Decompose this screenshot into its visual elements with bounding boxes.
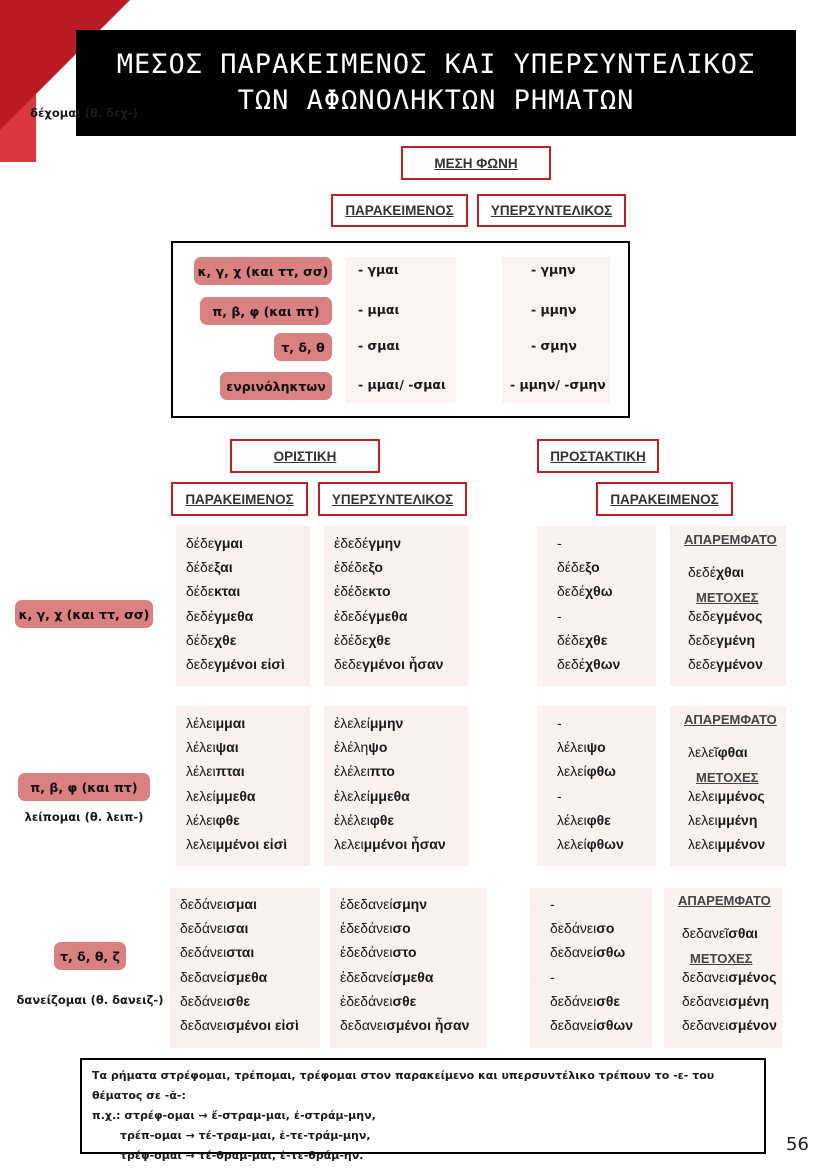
participle-form [688,836,765,852]
pluperfect-form [340,920,411,936]
participle-form [682,993,769,1009]
page-number: 56 [786,1134,809,1155]
perfect-form [180,944,254,960]
verb-stem-label: κ, γ, χ (και ττ, σσ) [15,600,153,628]
form-stem: ἐδεδανεί [340,969,393,985]
ending-perfect: - γμαι [358,262,399,277]
imperative-form [550,1017,633,1033]
form-ending: σμένοι εἰσὶ [226,1017,299,1033]
form-ending: χθω [585,583,613,599]
form-stem: - [550,896,555,912]
form-ending: σθαι [728,925,758,941]
participle-form [688,632,755,648]
form-ending: σο [392,920,411,936]
ending-perfect: - μμαι [358,302,400,317]
form-ending: κται [214,583,241,599]
participle-form [682,969,776,985]
verb-name: λείπομαι (θ. λειπ-) [24,810,144,824]
ending-perfect: - μμαι/ -σμαι [358,377,446,392]
pluperfect-form [340,993,416,1009]
perfect-form [180,920,248,936]
form-ending: ξο [585,559,600,575]
form-stem: ἐλέλει [334,812,370,828]
ending-stem-label: τ, δ, θ [274,333,332,361]
participle-form [682,1017,777,1033]
form-stem: δεδε [334,656,363,672]
form-stem: λελεί [186,788,216,804]
form-stem: - [550,969,555,985]
form-stem: δέδε [186,535,215,551]
form-ending: πται [215,763,245,779]
form-stem: ἐδέδε [334,559,369,575]
perfect-form [186,656,285,672]
form-ending: σμεθα [392,969,434,985]
infinitive-form [688,744,748,760]
perfect-form [186,788,256,804]
form-stem: λελει [334,836,364,852]
pluperfect-form [334,632,391,648]
header-ind-perfect: ΠΑΡΑΚΕΙΜΕΝΟΣ [171,482,308,516]
form-ending: σθε [226,993,251,1009]
imperative-form [557,836,624,852]
imperative-form [557,656,620,672]
header-perfect: ΠΑΡΑΚΕΙΜΕΝΟΣ [331,194,468,227]
form-stem: δέδε [186,559,215,575]
perfect-form [180,969,267,985]
form-ending: σθε [596,993,621,1009]
form-stem: ἐδεδανεί [340,896,393,912]
imperative-form [557,632,607,648]
form-ending: φθων [586,836,624,852]
imperative-form [557,583,613,599]
form-stem: δεδέ [186,608,215,624]
infinitive-heading: ΑΠΑΡΕΜΦΑΤΟ [678,893,771,908]
form-ending: χθων [585,656,621,672]
infinitive-heading: ΑΠΑΡΕΜΦΑΤΟ [684,712,777,727]
pluperfect-form [340,944,417,960]
form-ending: σμένος [728,969,777,985]
form-stem: δεδέ [557,656,586,672]
form-stem: λελει [688,788,718,804]
page-title [76,30,796,136]
form-ending: ψο [368,739,388,755]
perfect-form [186,583,240,599]
header-imperative: ΠΡΟΣΤΑΚΤΙΚΗ [537,439,659,473]
pluperfect-form [334,535,401,551]
form-stem: δεδε [688,632,717,648]
form-ending: γμένοι ἦσαν [362,656,444,672]
form-stem: λελεί [557,763,587,779]
form-ending: φθω [586,763,617,779]
imperative-form [550,896,555,912]
perfect-form [186,836,287,852]
form-ending: μμένοι ἦσαν [363,836,446,852]
form-ending: σμην [392,896,427,912]
imperative-form [557,535,562,551]
form-ending: ψαι [215,739,239,755]
form-stem: ἐδέδε [334,632,369,648]
form-ending: μμένη [717,812,758,828]
form-ending: χθαι [716,564,745,580]
form-stem: ἐδέδε [334,583,369,599]
ending-stem-label: π, β, φ (και πτ) [200,297,332,325]
imperative-form [557,788,562,804]
pluperfect-form [334,739,387,755]
form-stem: δεδανει [180,1017,227,1033]
verb-name: δανείζομαι (θ. δανειζ-) [16,993,164,1007]
participle-form [688,788,765,804]
note-box [80,1058,766,1162]
pluperfect-form [334,583,391,599]
perfect-form [186,632,236,648]
form-ending: γμην [368,535,402,551]
form-stem: λέλει [186,812,216,828]
ending-pluperfect: - σμην [531,338,577,353]
form-ending: σμένον [728,1017,777,1033]
form-stem: λέλει [186,715,216,731]
form-ending: σται [226,944,255,960]
imperative-form [557,608,562,624]
title-line-1: ΜΕΣΟΣ ΠΑΡΑΚΕΙΜΕΝΟΣ ΚΑΙ ΥΠΕΡΣΥΝΤΕΛΙΚΟΣ [116,49,756,80]
imperative-form [557,763,616,779]
form-ending: γμένη [716,632,756,648]
imperative-form [557,739,606,755]
perfect-form [180,1017,299,1033]
form-stem: δέδε [557,559,586,575]
form-ending: γμένοι εἰσὶ [214,656,285,672]
verb-stem-label: τ, δ, θ, ζ [54,942,126,970]
form-ending: ξο [368,559,383,575]
note-line-3: τρέπ-ομαι → τέ-τραμ-μαι, ἐ-τε-τράμ-μην, [120,1129,371,1142]
form-ending: σο [596,920,615,936]
form-ending: μμαι [215,715,246,731]
form-stem: λελει [186,836,216,852]
form-ending: σμαι [226,896,257,912]
form-stem: δεδε [186,656,215,672]
infinitive-form [682,925,758,941]
ending-pluperfect: - γμην [531,262,576,277]
form-ending: γμεθα [214,608,254,624]
form-stem: δεδάνει [180,944,227,960]
form-stem: δέδε [186,583,215,599]
form-stem: δεδάνει [550,993,597,1009]
form-stem: δεδανεί [550,944,597,960]
form-ending: μμην [369,715,404,731]
perfect-form [180,993,250,1009]
voice-header: ΜΕΣΗ ΦΩΝΗ [401,146,551,180]
form-stem: λέλει [186,763,216,779]
participle-form [688,608,762,624]
form-ending: φθε [369,812,395,828]
perfect-form [186,535,243,551]
form-stem: - [557,788,562,804]
form-stem: - [557,608,562,624]
form-stem: ἐδεδάνει [340,920,393,936]
participles-heading: ΜΕΤΟΧΕΣ [696,770,759,785]
form-ending: γμένος [716,608,763,624]
form-ending: χθε [214,632,237,648]
form-ending: μμεθα [215,788,256,804]
form-stem: ἐδεδάνει [340,944,393,960]
form-ending: στο [392,944,417,960]
form-ending: σθων [596,1017,634,1033]
form-ending: σαι [226,920,249,936]
pluperfect-form [334,763,395,779]
pluperfect-form [334,608,407,624]
pluperfect-form [334,812,394,828]
form-ending: σμένη [728,993,770,1009]
participle-form [688,656,763,672]
form-stem: ἐλέλει [334,763,370,779]
header-pluperfect: ΥΠΕΡΣΥΝΤΕΛΙΚΟΣ [477,194,626,227]
form-stem: δεδανει [682,993,729,1009]
pluperfect-form [334,559,383,575]
form-stem: - [557,535,562,551]
form-stem: δεδάνει [180,993,227,1009]
note-line-4: τρέφ-ομαι → τέ-θραμ-μαι, ἐ-τε-θράμ-ην. [120,1149,364,1162]
note-line-2: π.χ.: στρέφ-ομαι → ἔ-στραμ-μαι, ἐ-στράμ-μην, [92,1109,376,1122]
form-ending: σθω [596,944,626,960]
pluperfect-form [340,896,427,912]
form-stem: δεδάνει [550,920,597,936]
form-stem: δεδανει [682,1017,729,1033]
title-line-2: ΤΩΝ ΑΦΩΝΟΛΗΚΤΩΝ ΡΗΜΑΤΩΝ [237,85,635,116]
perfect-form [186,715,245,731]
form-ending: γμένον [716,656,763,672]
pluperfect-form [340,1017,469,1033]
form-ending: σμένοι ἦσαν [386,1017,470,1033]
form-ending: πτο [369,763,395,779]
perfect-form [186,559,233,575]
perfect-form [186,608,253,624]
form-ending: γμαι [214,535,243,551]
header-imp-perfect: ΠΑΡΑΚΕΙΜΕΝΟΣ [596,482,733,516]
form-stem: δεδανεῖ [682,925,729,941]
verb-stem-label: π, β, φ (και πτ) [18,773,150,801]
form-stem: λελεί [557,836,587,852]
form-stem: δέδε [186,632,215,648]
note-line-1: Τα ρήματα στρέφομαι, τρέπομαι, τρέφομαι στον παρακείμενο και υπερσυντέλικο τρέπουν το -ε- του θέματος σε -ᾰ-: [92,1069,715,1102]
form-ending: σθε [392,993,417,1009]
form-stem: δεδάνει [180,896,227,912]
form-stem: ἐλελεί [334,788,370,804]
form-ending: σμεθα [226,969,268,985]
participles-heading: ΜΕΤΟΧΕΣ [696,590,759,605]
form-stem: ἐλέλη [334,739,369,755]
header-ind-pluperfect: ΥΠΕΡΣΥΝΤΕΛΙΚΟΣ [318,482,467,516]
form-ending: χθε [368,632,391,648]
form-ending: κτο [368,583,391,599]
header-indicative: ΟΡΙΣΤΙΚΗ [230,439,380,473]
form-ending: φθε [586,812,611,828]
imperative-form [557,715,562,731]
form-stem: ἐδεδέ [334,535,369,551]
form-stem: δεδανει [682,969,729,985]
imperative-form [550,920,614,936]
pluperfect-form [334,656,443,672]
form-stem: δεδανεί [180,969,227,985]
pluperfect-form [334,715,403,731]
form-ending: φθαι [717,744,748,760]
form-stem: δεδέ [557,583,586,599]
perfect-form [186,812,240,828]
imperative-form [550,993,620,1009]
form-stem: λελει [688,836,718,852]
pluperfect-form [334,836,446,852]
form-stem: ἐδεδάνει [340,993,393,1009]
form-ending: ψο [586,739,606,755]
form-ending: μμένον [717,836,766,852]
form-stem: ἐλελεί [334,715,370,731]
form-ending: μμένοι εἰσὶ [215,836,288,852]
imperative-form [550,944,625,960]
participle-form [688,812,757,828]
form-stem: δεδάνει [180,920,227,936]
infinitive-form [688,564,744,580]
pluperfect-form [340,969,433,985]
pluperfect-form [334,788,410,804]
ending-pluperfect: - μμην/ -σμην [510,377,606,392]
participles-heading: ΜΕΤΟΧΕΣ [690,951,753,966]
form-stem: - [557,715,562,731]
form-stem: λέλει [557,739,587,755]
form-stem: δεδε [688,656,717,672]
ending-stem-label: κ, γ, χ (και ττ, σσ) [194,257,332,285]
form-stem: δεδε [688,608,717,624]
form-stem: δεδανει [340,1017,387,1033]
infinitive-heading: ΑΠΑΡΕΜΦΑΤΟ [684,532,777,547]
perfect-form [180,896,257,912]
imperative-form [557,812,611,828]
form-ending: χθε [585,632,608,648]
imperative-form [550,969,555,985]
ending-perfect: - σμαι [358,338,400,353]
form-ending: γμεθα [368,608,408,624]
ending-stem-label: ενρινόληκτων [220,372,332,400]
form-stem: δέδε [557,632,586,648]
ending-pluperfect: - μμην [531,302,577,317]
perfect-form [186,739,239,755]
verb-name: δέχομαι (θ. δεχ-) [30,106,138,120]
form-stem: λελεῖ [688,744,718,760]
form-stem: λέλει [186,739,216,755]
form-stem: λέλει [557,812,587,828]
form-ending: ξαι [214,559,233,575]
form-stem: λελει [688,812,718,828]
form-ending: μμένος [717,788,765,804]
imperative-form [557,559,600,575]
perfect-form [186,763,245,779]
form-stem: δεδέ [688,564,717,580]
form-ending: μμεθα [369,788,410,804]
form-ending: φθε [215,812,240,828]
form-stem: ἐδεδέ [334,608,369,624]
form-stem: δεδανεί [550,1017,597,1033]
